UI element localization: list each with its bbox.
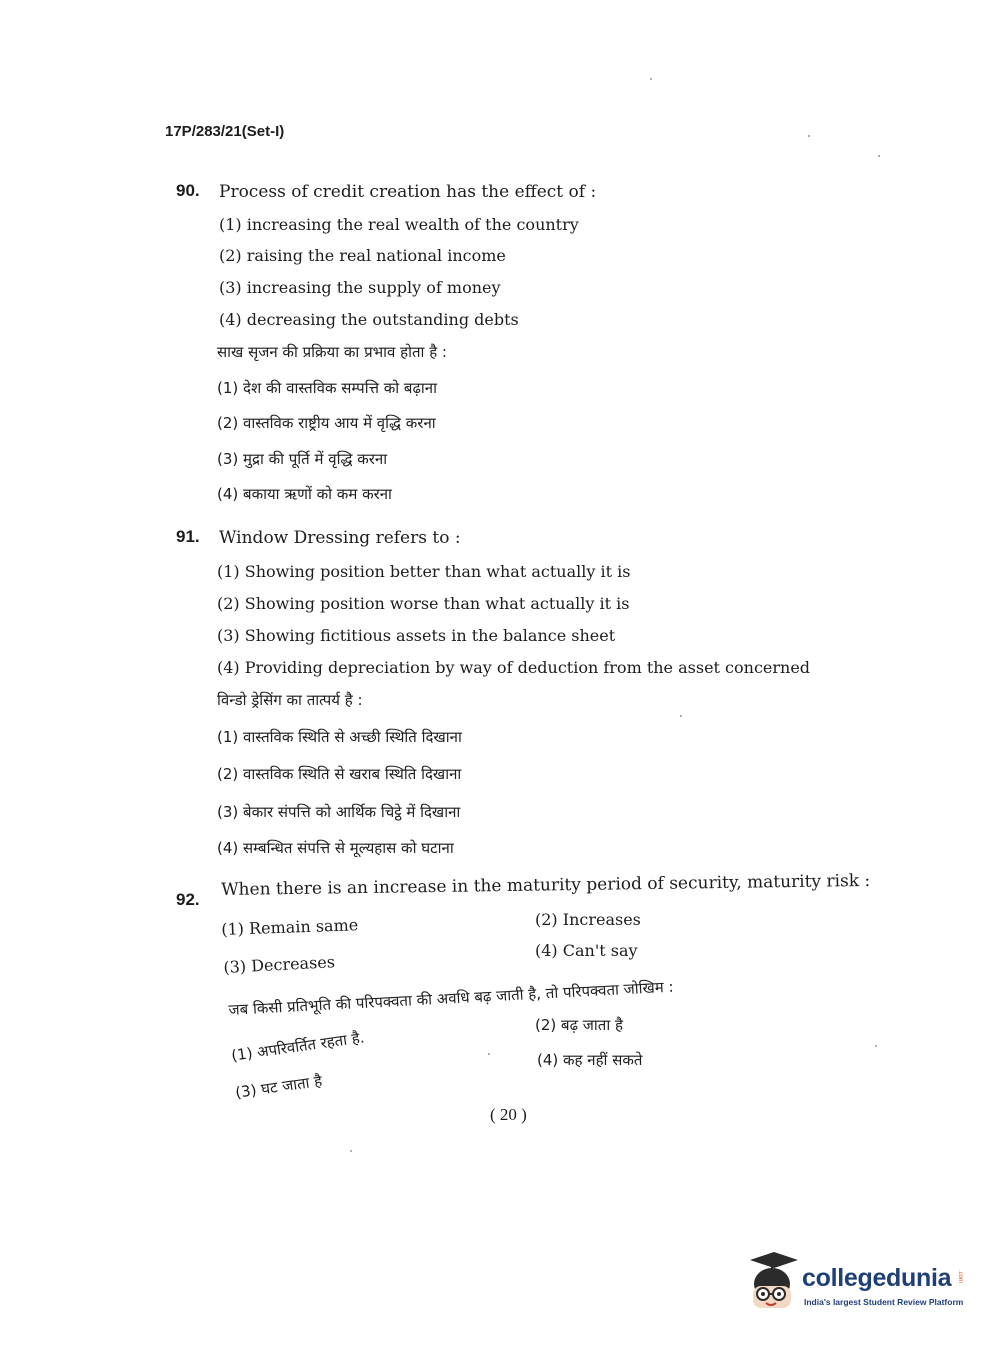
question-text-hi: साख सृजन की प्रक्रिया का प्रभाव होता है : — [217, 343, 447, 361]
option-hi: (3) घट जाता है — [234, 1071, 324, 1102]
brand-name: collegedunia — [802, 1264, 952, 1292]
mascot-icon — [744, 1250, 802, 1316]
page-number: ( 20 ) — [490, 1105, 527, 1124]
option-en: (2) raising the real national income — [219, 246, 506, 265]
option-hi: (3) बेकार संपत्ति को आर्थिक चिट्ठे में दिखाना — [217, 803, 461, 821]
option-hi: (4) बकाया ऋणों को कम करना — [217, 485, 392, 503]
scan-speck — [488, 1053, 490, 1055]
option-en: (1) Showing position better than what actually it is — [217, 562, 631, 581]
option-hi: (4) सम्बन्धित संपत्ति से मूल्यहास को घटाना — [217, 839, 454, 857]
collegedunia-logo — [744, 1250, 974, 1320]
option-en: (2) Increases — [535, 910, 641, 929]
paper-code: 17P/283/21(Set-I) — [165, 123, 285, 140]
option-hi: (2) वास्तविक राष्ट्रीय आय में वृद्धि करना — [217, 414, 436, 432]
brand-tagline: India's largest Student Review Platform — [804, 1297, 964, 1307]
question-number: 90. — [176, 181, 200, 200]
question-text-en: Process of credit creation has the effect of : — [219, 182, 597, 202]
scan-speck — [808, 135, 810, 137]
option-en: (4) Providing depreciation by way of deduction from the asset concerned — [217, 658, 811, 677]
option-en: (1) Remain same — [221, 915, 359, 939]
scan-speck — [680, 715, 682, 717]
option-hi: (2) वास्तविक स्थिति से खराब स्थिति दिखाना — [217, 765, 462, 783]
option-hi: (1) देश की वास्तविक सम्पत्ति को बढ़ाना — [217, 379, 437, 397]
scan-speck — [650, 78, 652, 80]
scan-speck — [350, 1150, 352, 1152]
option-hi: (3) मुद्रा की पूर्ति में वृद्धि करना — [217, 450, 388, 468]
question-text-hi: जब किसी प्रतिभूति की परिपक्वता की अवधि बढ़ जाती है, तो परिपक्वता जोखिम : — [228, 977, 675, 1019]
option-en: (2) Showing position worse than what actually it is — [217, 594, 630, 613]
question-text-en: When there is an increase in the maturity period of security, maturity risk : — [221, 870, 871, 900]
question-text-en: Window Dressing refers to : — [219, 528, 461, 548]
question-number: 91. — [176, 527, 200, 546]
option-en: (4) decreasing the outstanding debts — [219, 310, 519, 329]
option-hi: (1) अपरिवर्तित रहता है. — [230, 1028, 366, 1065]
option-hi: (2) बढ़ जाता है — [535, 1016, 623, 1034]
option-en: (3) Showing fictitious assets in the balance sheet — [217, 626, 616, 645]
option-en: (1) increasing the real wealth of the country — [219, 215, 579, 234]
option-hi: (4) कह नहीं सकते — [537, 1051, 643, 1069]
scan-speck — [878, 155, 880, 157]
scan-speck — [875, 1045, 877, 1047]
question-number: 92. — [176, 890, 200, 909]
question-text-hi: विन्डो ड्रेसिंग का तात्पर्य है : — [217, 691, 363, 709]
option-en: (3) Decreases — [223, 952, 336, 977]
option-hi: (1) वास्तविक स्थिति से अच्छी स्थिति दिखाना — [217, 728, 462, 746]
option-en: (3) increasing the supply of money — [219, 278, 501, 297]
option-en: (4) Can't say — [535, 941, 638, 960]
brand-suffix: .com — [957, 1270, 963, 1284]
